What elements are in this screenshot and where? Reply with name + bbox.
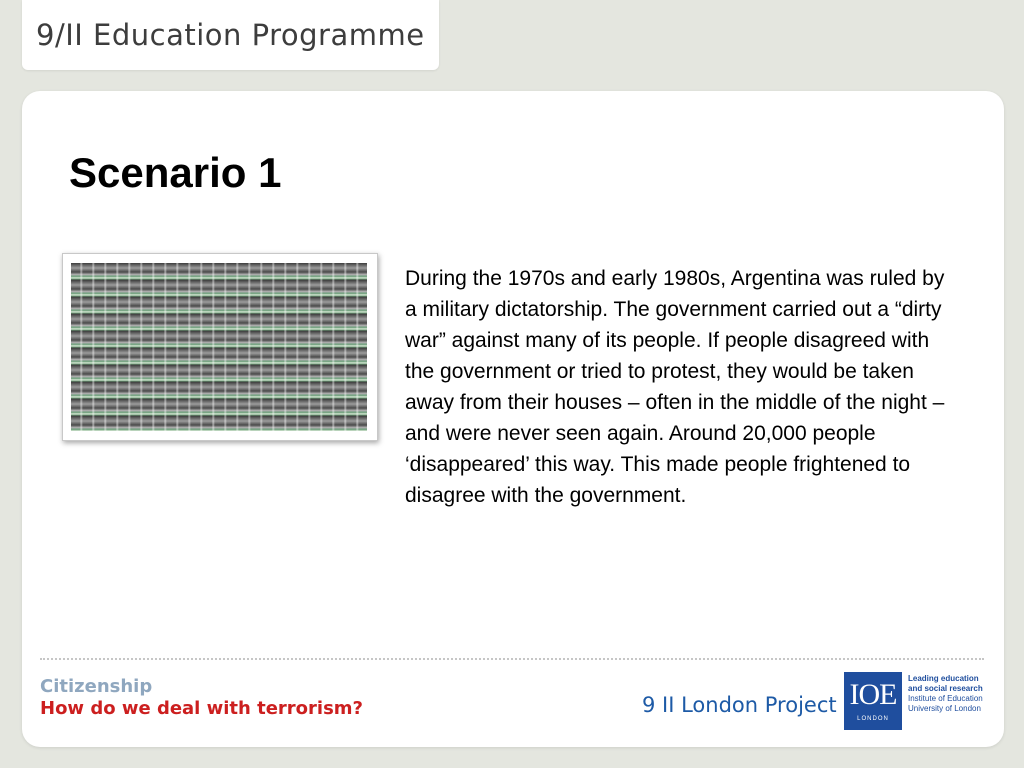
slide-title: Scenario 1 xyxy=(69,149,282,196)
scenario-text: During the 1970s and early 1980s, Argentina was ruled by a military dictatorship. The government carried out a “dirty war” against many of its people. If people disagreed with the government or tried to protest, they would be taken away from their houses – often in the middle of the night – and were never seen again. Around 20,000 people ‘disappeared’ this way. This made people frightened to disagree with the government. xyxy=(405,267,945,507)
disappeared-photos-image xyxy=(71,263,367,431)
unit-question: How do we deal with terrorism? xyxy=(40,698,363,719)
ioe-institute: Institute of Education xyxy=(908,694,983,703)
ioe-logo xyxy=(844,672,902,730)
subject-label: Citizenship xyxy=(40,676,153,697)
ioe-tagline-2: and social research xyxy=(908,684,983,693)
programme-title: 9/II Education Programme xyxy=(36,18,425,52)
ioe-logo-sub: LONDON xyxy=(857,716,889,722)
footer-divider xyxy=(40,658,984,660)
photo-frame xyxy=(62,253,378,441)
ioe-logo-letters: IOE xyxy=(849,678,897,711)
ioe-tagline-1: Leading education xyxy=(908,674,979,683)
ioe-text xyxy=(908,674,1004,714)
slide-card xyxy=(22,91,1004,747)
project-label: 9 II London Project xyxy=(642,693,837,717)
ioe-university: University of London xyxy=(908,704,981,713)
header-tab xyxy=(22,0,439,70)
